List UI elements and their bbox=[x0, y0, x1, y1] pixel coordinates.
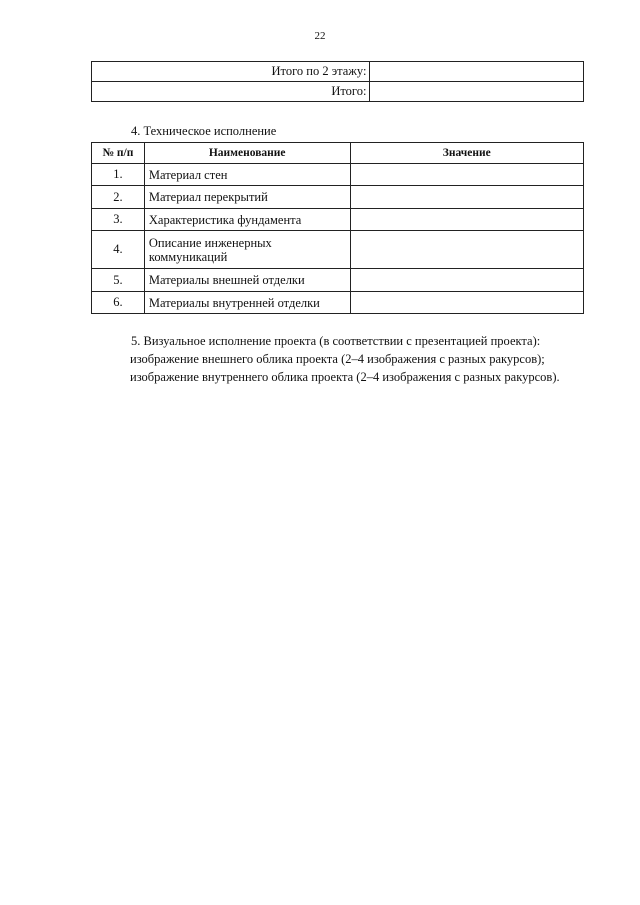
totals-table bbox=[91, 61, 584, 102]
visual-section bbox=[131, 332, 601, 386]
section-heading-technical: 4. Техническое исполнение bbox=[131, 124, 277, 138]
row-number: 3. bbox=[92, 209, 145, 231]
table-header-row bbox=[92, 143, 584, 164]
technical-table bbox=[91, 142, 584, 314]
row-name: Материал стен bbox=[144, 164, 350, 186]
row-value bbox=[350, 292, 583, 314]
row-name: Описание инженерных коммуникаций bbox=[144, 231, 350, 269]
row-name: Характеристика фундамента bbox=[144, 209, 350, 231]
totals-value-cell bbox=[370, 62, 584, 82]
row-number: 4. bbox=[92, 231, 145, 269]
row-value bbox=[350, 186, 583, 209]
table-row bbox=[92, 231, 584, 269]
row-name: Материалы внутренней отделки bbox=[144, 292, 350, 314]
row-value bbox=[350, 269, 583, 292]
row-number: 6. bbox=[92, 292, 145, 314]
table-row bbox=[92, 62, 584, 82]
visual-item-interior: изображение внутреннего облика проекта (2–4 изображения с разных ракурсов). bbox=[130, 370, 560, 384]
row-number: 5. bbox=[92, 269, 145, 292]
table-row bbox=[92, 269, 584, 292]
row-value bbox=[350, 231, 583, 269]
totals-value-cell bbox=[370, 82, 584, 102]
visual-item-exterior: изображение внешнего облика проекта (2–4 изображения с разных ракурсов); bbox=[130, 352, 545, 366]
column-header-name: Наименование bbox=[144, 143, 350, 164]
row-number: 2. bbox=[92, 186, 145, 209]
table-row bbox=[92, 82, 584, 102]
row-name: Материал перекрытий bbox=[144, 186, 350, 209]
totals-label: Итого по 2 этажу: bbox=[92, 62, 370, 82]
table-row bbox=[92, 164, 584, 186]
page-number: 22 bbox=[314, 30, 326, 42]
row-name: Материалы внешней отделки bbox=[144, 269, 350, 292]
row-value bbox=[350, 209, 583, 231]
row-number: 1. bbox=[92, 164, 145, 186]
visual-heading: 5. Визуальное исполнение проекта (в соответствии с презентацией проекта): bbox=[131, 334, 541, 348]
column-header-num: № п/п bbox=[92, 143, 145, 164]
table-row bbox=[92, 186, 584, 209]
row-value bbox=[350, 164, 583, 186]
table-row bbox=[92, 209, 584, 231]
table-row bbox=[92, 292, 584, 314]
column-header-value: Значение bbox=[350, 143, 583, 164]
totals-label: Итого: bbox=[92, 82, 370, 102]
